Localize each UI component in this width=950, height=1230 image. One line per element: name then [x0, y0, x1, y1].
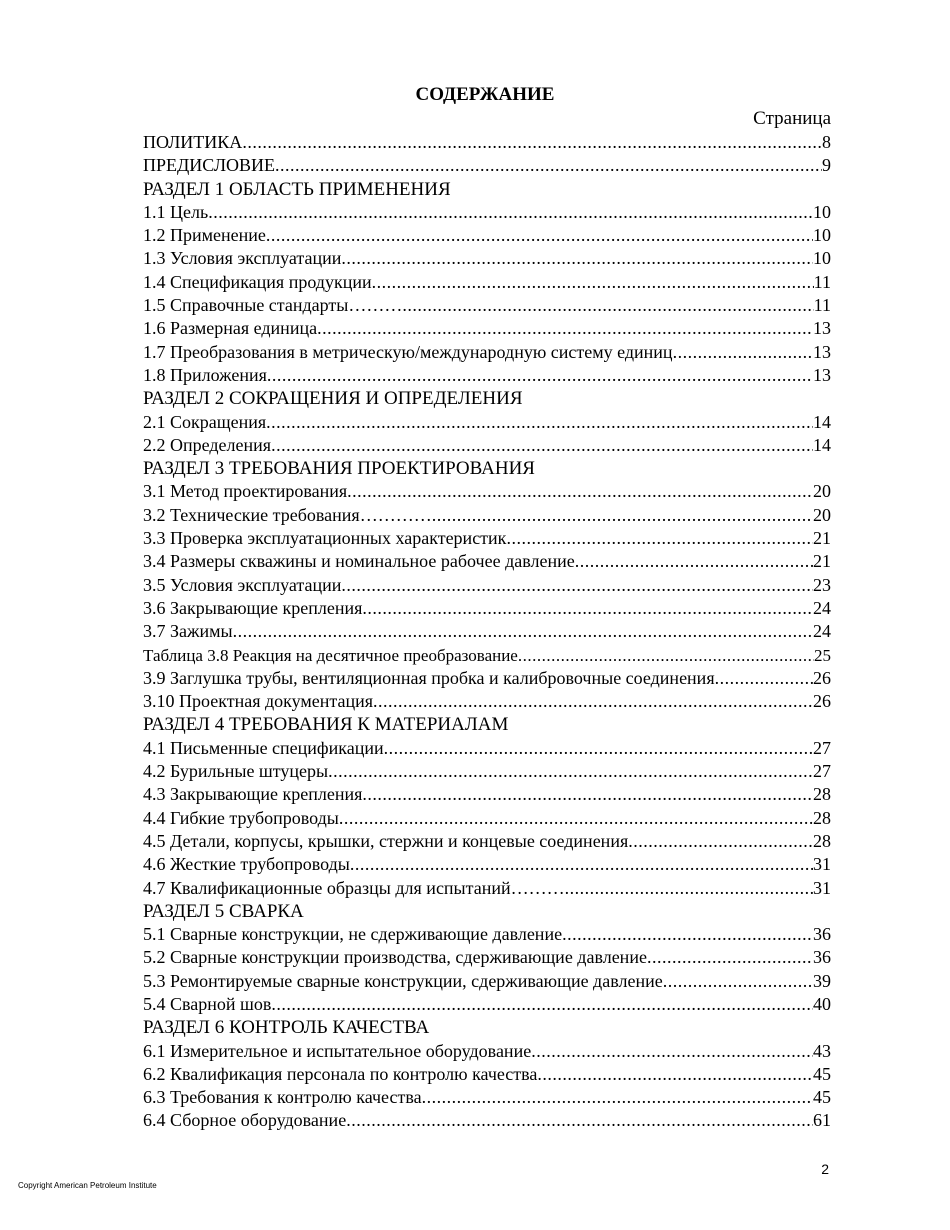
- toc-entry-page: 8: [822, 132, 831, 152]
- toc-entry-label: 4.3 Закрывающие крепления: [143, 784, 363, 805]
- toc-leader-dots: [347, 480, 813, 503]
- toc-leader-dots: [362, 783, 813, 806]
- toc-entry: [143, 550, 831, 573]
- toc-leader-dots: [715, 667, 813, 690]
- toc-entry-page: 21: [813, 528, 831, 549]
- table-of-contents: [143, 131, 831, 1133]
- toc-entry-page: 23: [813, 574, 831, 595]
- toc-leader-dots: [346, 1109, 813, 1132]
- toc-entry-label: 6.1 Измерительное и испытательное оборудование: [143, 1040, 532, 1061]
- toc-leader-dots: [402, 294, 813, 317]
- toc-section-heading: [143, 713, 831, 736]
- toc-leader-dots: [271, 434, 813, 457]
- toc-entry-page: 10: [813, 201, 831, 222]
- page-number: 2: [821, 1161, 829, 1177]
- toc-leader-dots: [350, 853, 813, 876]
- toc-entry-label: 5.2 Сварные конструкции производства, сдерживающие давление: [143, 947, 647, 968]
- toc-leader-dots: [267, 364, 813, 387]
- toc-entry-label: Таблица 3.8 Реакция на десятичное преобразование: [143, 645, 518, 665]
- toc-leader-dots: [266, 224, 813, 247]
- toc-entry-page: 27: [813, 761, 831, 782]
- toc-leader-dots: [372, 271, 814, 294]
- toc-leader-dots: [432, 504, 813, 527]
- toc-entry-label: РАЗДЕЛ 4 ТРЕБОВАНИЯ К МАТЕРИАЛАМ: [143, 714, 509, 736]
- toc-entry-page: 31: [813, 877, 831, 898]
- toc-entry: [143, 271, 831, 294]
- toc-entry-page: 43: [813, 1040, 831, 1061]
- toc-entry-page: 26: [813, 691, 831, 712]
- toc-leader-dots: [537, 1063, 813, 1086]
- toc-entry: [143, 154, 831, 177]
- toc-leader-dots: [266, 411, 813, 434]
- toc-entry-label: 1.4 Спецификация продукции: [143, 271, 372, 292]
- toc-leader-dots: [341, 247, 813, 270]
- toc-entry-label: 2.1 Сокращения: [143, 411, 267, 432]
- toc-section-heading: [143, 1016, 831, 1039]
- toc-entry-label: ПРЕДИСЛОВИЕ: [143, 155, 276, 176]
- toc-entry: [143, 1063, 831, 1086]
- toc-entry-label: 1.1 Цель: [143, 201, 209, 222]
- toc-entry-label: ПОЛИТИКА: [143, 132, 243, 152]
- toc-entry-page: 9: [822, 155, 831, 176]
- toc-entry: [143, 224, 831, 247]
- toc-entry-page: 11: [813, 271, 831, 292]
- toc-entry-label: 1.8 Приложения: [143, 364, 267, 385]
- toc-entry-page: 14: [813, 411, 831, 432]
- toc-section-heading: [143, 457, 831, 480]
- toc-entry-page: 45: [813, 1087, 831, 1108]
- toc-entry-label: 3.2 Технические требования…………: [143, 504, 432, 525]
- toc-section-heading: [143, 178, 831, 201]
- toc-entry: [143, 527, 831, 550]
- toc-entry-page: 24: [813, 597, 831, 618]
- toc-entry-page: 13: [813, 318, 831, 339]
- toc-entry: [143, 247, 831, 270]
- toc-entry-page: 36: [813, 947, 831, 968]
- toc-entry: [143, 644, 831, 667]
- toc-entry: [143, 574, 831, 597]
- toc-entry: [143, 970, 831, 993]
- toc-entry: [143, 1040, 831, 1063]
- toc-entry-label: 4.6 Жесткие трубопроводы: [143, 854, 350, 875]
- toc-entry-label: РАЗДЕЛ 5 СВАРКА: [143, 900, 304, 922]
- toc-leader-dots: [673, 341, 813, 364]
- toc-leader-dots: [384, 737, 813, 760]
- toc-entry: [143, 597, 831, 620]
- toc-entry-page: 26: [813, 667, 831, 688]
- toc-entry-label: 3.9 Заглушка трубы, вентиляционная пробка и калибровочные соединения: [143, 667, 715, 688]
- toc-entry-label: 3.5 Условия эксплуатации: [143, 574, 342, 595]
- toc-entry-label: 3.10 Проектная документация: [143, 691, 374, 712]
- toc-entry: [143, 807, 831, 830]
- toc-entry-label: 3.4 Размеры скважины и номинальное рабочее давление: [143, 551, 575, 572]
- toc-leader-dots: [275, 154, 822, 177]
- toc-leader-dots: [233, 620, 813, 643]
- toc-entry-label: РАЗДЕЛ 6 КОНТРОЛЬ КАЧЕСТВА: [143, 1017, 430, 1039]
- toc-entry: [143, 364, 831, 387]
- toc-entry: [143, 504, 831, 527]
- toc-entry: [143, 1086, 831, 1109]
- toc-leader-dots: [339, 807, 813, 830]
- toc-entry-page: 25: [814, 645, 831, 665]
- toc-leader-dots: [575, 550, 813, 573]
- toc-entry-label: 6.4 Сборное оборудование: [143, 1110, 347, 1131]
- toc-entry-page: 61: [813, 1110, 831, 1131]
- toc-leader-dots: [242, 131, 822, 154]
- toc-entry-label: 3.7 Зажимы: [143, 621, 233, 642]
- toc-entry-label: 4.7 Квалификационные образцы для испытаний………: [143, 877, 565, 898]
- toc-entry-label: 1.6 Размерная единица: [143, 318, 318, 339]
- toc-entry: [143, 877, 831, 900]
- toc-entry: [143, 480, 831, 503]
- toc-entry-page: 28: [813, 807, 831, 828]
- toc-entry-page: 24: [813, 621, 831, 642]
- toc-entry-label: 1.3 Условия эксплуатации: [143, 248, 342, 269]
- toc-entry-label: 4.4 Гибкие трубопроводы: [143, 807, 339, 828]
- toc-entry-page: 31: [813, 854, 831, 875]
- toc-entry-label: 1.2 Применение: [143, 225, 266, 246]
- toc-entry: [143, 131, 831, 154]
- toc-entry-label: 1.5 Справочные стандарты………: [143, 295, 403, 316]
- toc-entry-page: 10: [813, 225, 831, 246]
- toc-entry-page: 20: [813, 481, 831, 502]
- toc-entry-page: 28: [813, 784, 831, 805]
- toc-leader-dots: [317, 317, 813, 340]
- toc-leader-dots: [328, 760, 813, 783]
- toc-entry-page: 45: [813, 1063, 831, 1084]
- toc-leader-dots: [271, 993, 813, 1016]
- toc-entry-page: 36: [813, 924, 831, 945]
- toc-entry-label: 3.3 Проверка эксплуатационных характеристик: [143, 528, 507, 549]
- toc-entry-label: 6.3 Требования к контролю качества: [143, 1087, 422, 1108]
- toc-section-heading: [143, 900, 831, 923]
- toc-leader-dots: [518, 644, 814, 667]
- toc-entry-page: 21: [813, 551, 831, 572]
- toc-entry: [143, 760, 831, 783]
- toc-entry: [143, 201, 831, 224]
- toc-entry-label: РАЗДЕЛ 3 ТРЕБОВАНИЯ ПРОЕКТИРОВАНИЯ: [143, 458, 535, 480]
- toc-leader-dots: [628, 830, 813, 853]
- toc-entry-label: 4.5 Детали, корпусы, крышки, стержни и концевые соединения: [143, 830, 629, 851]
- toc-entry-page: 13: [813, 341, 831, 362]
- toc-entry-label: 1.7 Преобразования в метрическую/международную систему единиц: [143, 341, 673, 362]
- toc-entry-label: 4.1 Письменные спецификации: [143, 737, 384, 758]
- toc-entry-page: 13: [813, 364, 831, 385]
- toc-leader-dots: [647, 946, 813, 969]
- toc-leader-dots: [422, 1086, 813, 1109]
- toc-entry-page: 40: [813, 993, 831, 1014]
- page-column-label: Страница: [753, 108, 831, 129]
- toc-entry: [143, 993, 831, 1016]
- toc-entry-page: 28: [813, 830, 831, 851]
- toc-entry-page: 27: [813, 737, 831, 758]
- toc-entry: [143, 737, 831, 760]
- toc-leader-dots: [531, 1040, 813, 1063]
- toc-entry-label: 5.1 Сварные конструкции, не сдерживающие давление: [143, 924, 563, 945]
- toc-entry: [143, 853, 831, 876]
- toc-entry-label: 2.2 Определения: [143, 434, 272, 455]
- toc-entry-page: 11: [813, 295, 831, 316]
- toc-entry-page: 14: [813, 434, 831, 455]
- toc-section-heading: [143, 387, 831, 410]
- toc-leader-dots: [373, 690, 813, 713]
- toc-entry: [143, 1109, 831, 1132]
- toc-entry: [143, 434, 831, 457]
- toc-entry-label: 4.2 Бурильные штуцеры: [143, 761, 329, 782]
- toc-entry: [143, 830, 831, 853]
- toc-entry: [143, 690, 831, 713]
- toc-entry-label: РАЗДЕЛ 2 СОКРАЩЕНИЯ И ОПРЕДЕЛЕНИЯ: [143, 388, 523, 410]
- copyright-notice: Copyright American Petroleum Institute: [18, 1181, 157, 1190]
- toc-entry-page: 10: [813, 248, 831, 269]
- toc-leader-dots: [565, 877, 813, 900]
- toc-entry: [143, 411, 831, 434]
- toc-leader-dots: [208, 201, 813, 224]
- toc-entry-label: 5.3 Ремонтируемые сварные конструкции, сдерживающие давление: [143, 970, 663, 991]
- toc-entry-page: 20: [813, 504, 831, 525]
- toc-leader-dots: [562, 923, 813, 946]
- toc-entry-label: 3.1 Метод проектирования: [143, 481, 348, 502]
- toc-entry-label: РАЗДЕЛ 1 ОБЛАСТЬ ПРИМЕНЕНИЯ: [143, 178, 451, 200]
- toc-entry: [143, 923, 831, 946]
- toc-entry: [143, 946, 831, 969]
- toc-entry-label: 3.6 Закрывающие крепления: [143, 597, 363, 618]
- toc-entry: [143, 620, 831, 643]
- toc-entry-label: 5.4 Сварной шов: [143, 993, 272, 1014]
- toc-leader-dots: [506, 527, 813, 550]
- toc-entry: [143, 667, 831, 690]
- toc-leader-dots: [341, 574, 813, 597]
- toc-entry: [143, 317, 831, 340]
- document-title: СОДЕРЖАНИЕ: [415, 84, 555, 105]
- toc-leader-dots: [663, 970, 813, 993]
- toc-leader-dots: [362, 597, 813, 620]
- toc-entry: [143, 783, 831, 806]
- toc-entry-page: 39: [813, 970, 831, 991]
- toc-entry-label: 6.2 Квалификация персонала по контролю качества: [143, 1063, 538, 1084]
- toc-entry: [143, 294, 831, 317]
- toc-entry: [143, 341, 831, 364]
